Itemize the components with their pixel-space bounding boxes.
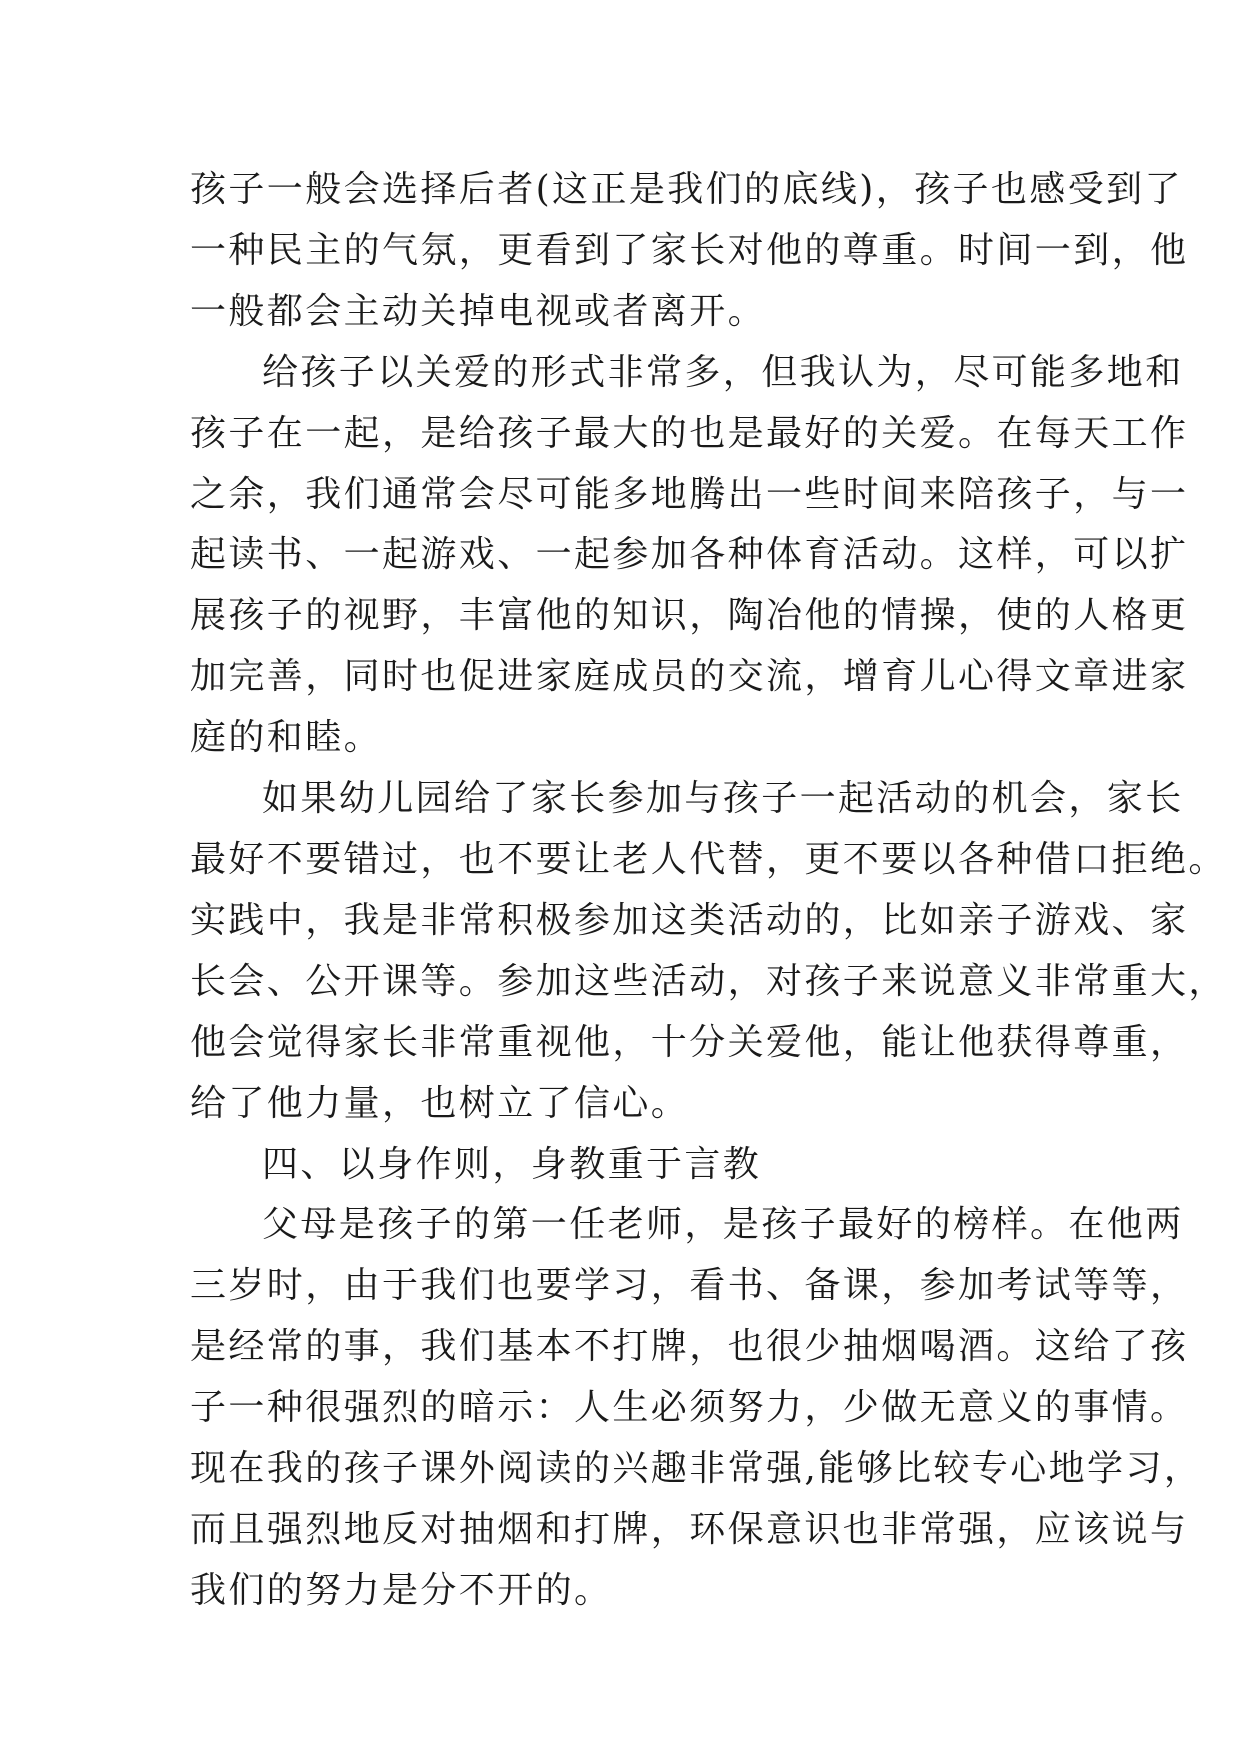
body-text xyxy=(190,160,1227,1622)
text-line: 子一种很强烈的暗示：人生必须努力，少做无意义的事情。 xyxy=(190,1387,1189,1429)
paragraph-2 xyxy=(190,343,1189,769)
paragraph-3 xyxy=(190,769,1227,1134)
text-line: 展孩子的视野，丰富他的知识，陶冶他的情操，使的人格更 xyxy=(190,595,1189,637)
text-line: 孩子一般会选择后者(这正是我们的底线)，孩子也感受到了 xyxy=(190,169,1183,210)
text-line: 一种民主的气氛，更看到了家长对他的尊重。时间一到，他 xyxy=(190,229,1189,271)
text-line: 给孩子以关爱的形式非常多，但我认为，尽可能多地和 xyxy=(262,351,1184,393)
text-line: 最好不要错过，也不要让老人代替，更不要以各种借口拒绝。 xyxy=(190,838,1227,880)
text-line: 庭的和睦。 xyxy=(190,717,383,759)
text-line: 是经常的事，我们基本不打牌，也很少抽烟喝酒。这给了孩 xyxy=(190,1326,1189,1368)
section-heading xyxy=(190,1135,1050,1196)
text-line: 实践中，我是非常积极参加这类活动的，比如亲子游戏、家 xyxy=(190,899,1189,941)
text-line: 加完善，同时也促进家庭成员的交流，增育儿心得文章进家 xyxy=(190,656,1189,698)
text-line: 之余，我们通常会尽可能多地腾出一些时间来陪孩子，与一 xyxy=(190,473,1189,515)
text-line: 三岁时，由于我们也要学习，看书、备课，参加考试等等， xyxy=(190,1265,1189,1307)
text-line: 我们的努力是分不开的。 xyxy=(190,1569,613,1611)
text-line: 长会、公开课等。参加这些活动，对孩子来说意义非常重大， xyxy=(190,960,1227,1002)
text-line: 而且强烈地反对抽烟和打牌，环保意识也非常强，应该说与 xyxy=(190,1508,1189,1550)
text-line: 一般都会主动关掉电视或者离开。 xyxy=(190,290,767,332)
text-line: 他会觉得家长非常重视他，十分关爱他，能让他获得尊重， xyxy=(190,1021,1189,1063)
paragraph-1 xyxy=(190,160,1189,343)
paragraph-4 xyxy=(190,1195,1203,1621)
text-line: 孩子在一起，是给孩子最大的也是最好的关爱。在每天工作 xyxy=(190,412,1189,454)
text-line: 给了他力量，也树立了信心。 xyxy=(190,1082,690,1124)
text-line: 起读书、一起游戏、一起参加各种体育活动。这样，可以扩 xyxy=(190,534,1189,576)
text-line: 父母是孩子的第一任老师，是孩子最好的榜样。在他两 xyxy=(262,1204,1184,1246)
text-line: 如果幼儿园给了家长参加与孩子一起活动的机会，家长 xyxy=(262,778,1184,820)
heading-line: 四、以身作则，身教重于言教 xyxy=(262,1143,762,1185)
text-line: 现在我的孩子课外阅读的兴趣非常强,能够比较专心地学习， xyxy=(190,1448,1203,1490)
